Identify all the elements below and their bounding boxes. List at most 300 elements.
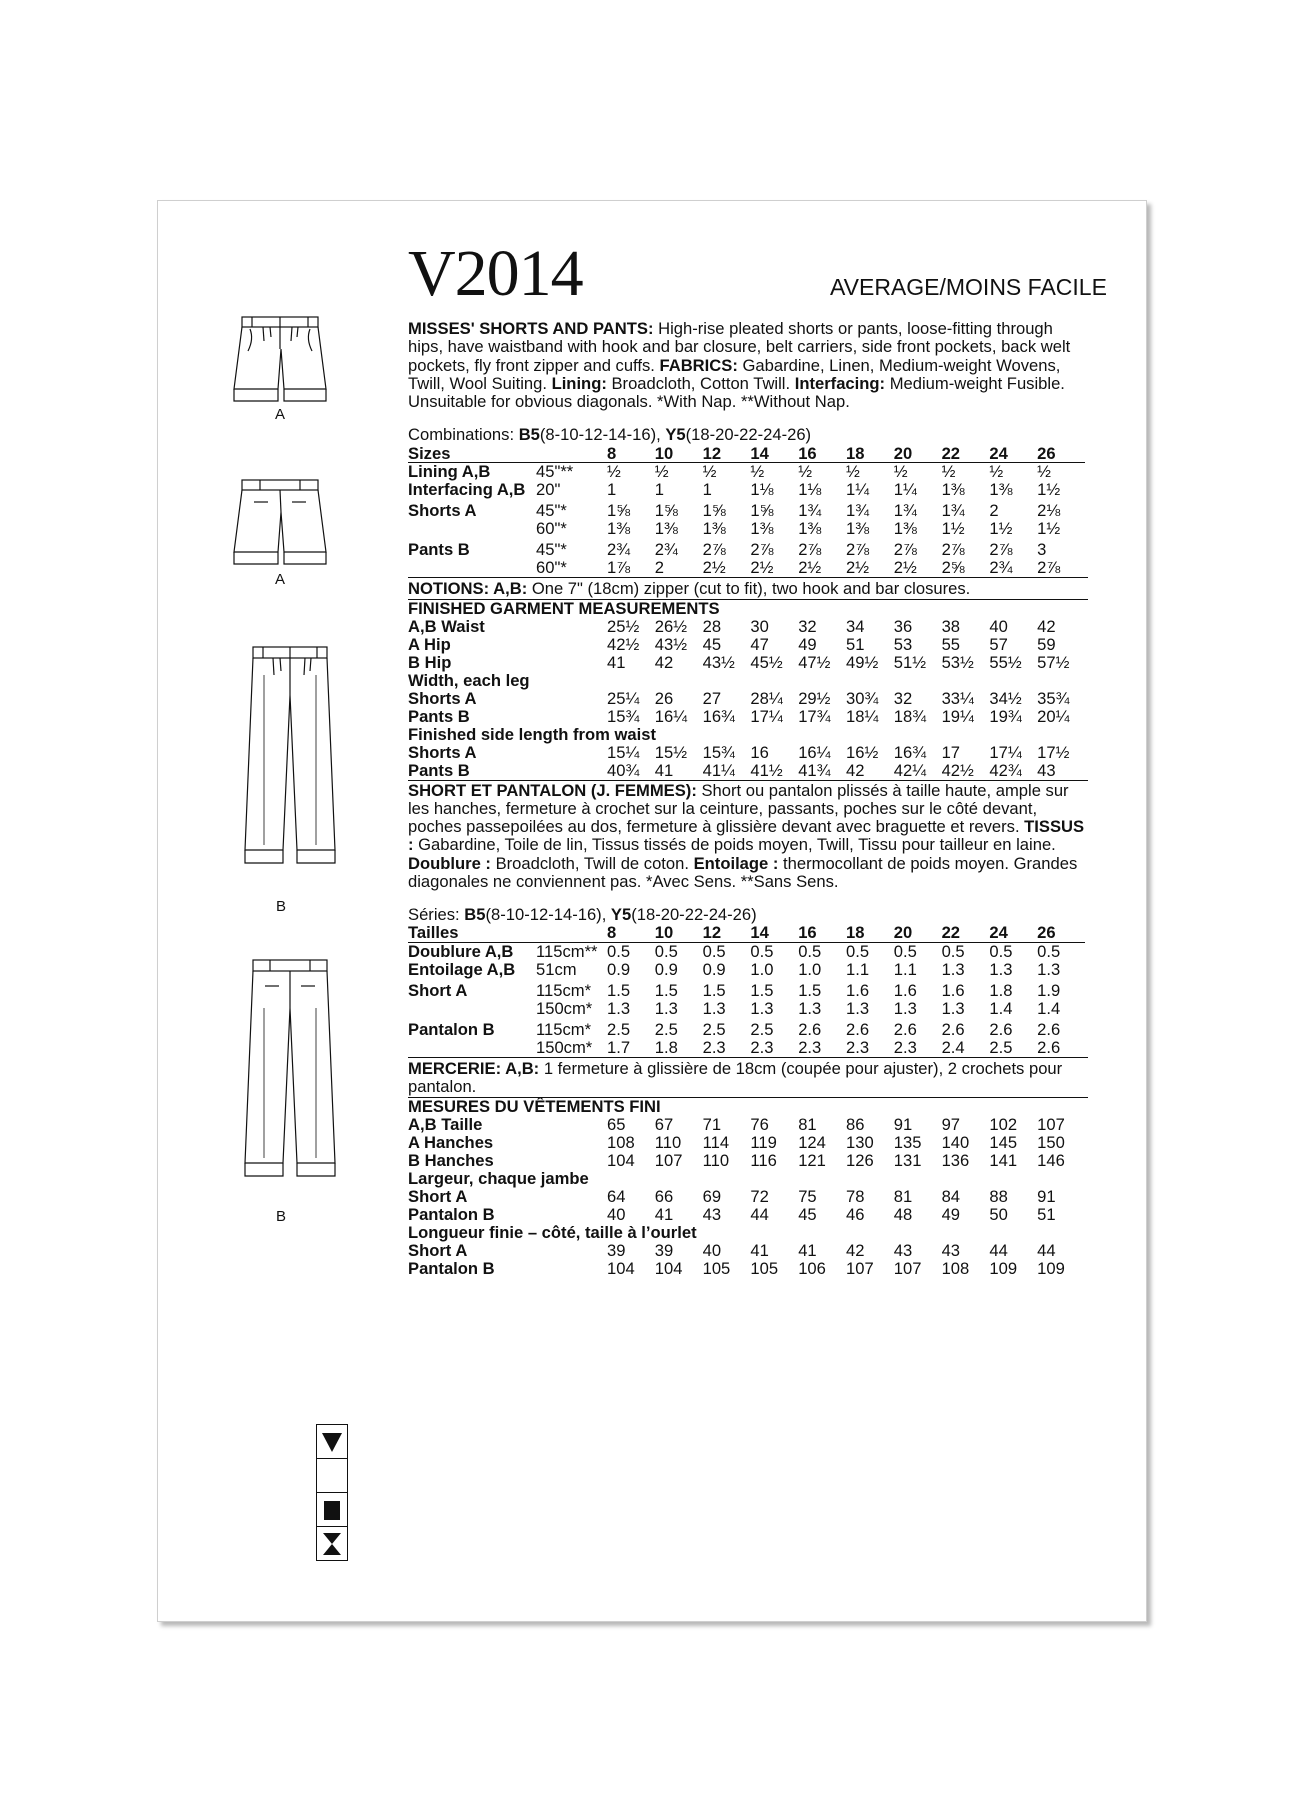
pants-back-sketch [243,958,337,1183]
sketch-label-b-back: B [276,1208,287,1225]
finished-fr-value: 105 [702,1258,731,1278]
yardage-en-value: 1⅜ [941,481,965,500]
finished-fr-value: 65 [607,1115,626,1135]
yardage-fr-row [408,1018,1085,1039]
finished-en-row-label: A,B Waist [408,617,485,637]
finished-fr-value: 110 [654,1133,682,1153]
symbol-legend [316,1424,348,1561]
finished-measurements-title: FINISHED GARMENT MEASUREMENTS [408,599,720,619]
finished-en-value: 35¾ [1037,688,1070,708]
yardage-en-header-cell: 10 [655,445,703,463]
finished-en-value: 17¾ [798,706,831,726]
yardage-en-value: 1⅝ [654,501,678,521]
finished-en-row [408,744,1085,762]
finished-en-value: 16¼ [654,706,688,726]
yardage-en-row [408,463,1085,481]
yardage-en-value: 2⅞ [941,540,965,559]
finished-fr-value: 45 [798,1204,817,1224]
yardage-fr-value: 0.5 [702,942,726,962]
yardage-en-value: 2⅞ [798,540,822,559]
finished-en-value: 34½ [989,688,1022,708]
yardage-en-row-label: Shorts A [408,501,477,521]
description-title: MISSES' SHORTS AND PANTS: [408,319,654,338]
yardage-fr-value: 2.5 [702,1019,726,1039]
description-fr-text: Short ou pantalon plissés à taille haute, ample sur les hanches, fermeture à crochet sur la ceinture, passants, poches sur le côté devant, poches passepoilées au dos, fermeture à glissière devant avec braguette et revers. [408,780,1069,836]
series-y5: Y5 [610,905,632,924]
yardage-en-value: 2⅞ [1037,558,1061,577]
finished-fr-value: 64 [607,1186,626,1206]
yardage-fr-value: 2.4 [941,1038,965,1057]
mercerie-text: 1 fermeture à glissière de 18cm (coupée pour ajuster), 2 crochets pour pantalon. [408,1058,1063,1096]
combination-b5-sizes: (8-10-12-14-16), [539,425,666,445]
finished-en-value: 57½ [1037,653,1070,673]
yardage-en-value: 1 [654,481,665,500]
mercerie-french [408,1057,1088,1099]
yardage-fr-value: 1.0 [750,961,774,979]
finished-en-value: 53 [893,635,913,655]
yardage-en-value: 1¾ [941,501,965,521]
finished-fr-value: 39 [654,1240,674,1260]
yardage-en-value: 1⅜ [798,520,822,539]
finished-en-value: 16¾ [702,706,735,726]
finished-en-value: 55½ [989,653,1022,673]
finished-en-row [408,690,1085,708]
yardage-en-row-label [408,520,536,538]
finished-fr-value: 109 [989,1258,1018,1278]
finished-en-value: 15¼ [607,742,640,762]
yardage-fr-row [408,1039,1085,1057]
finished-fr-value: 135 [893,1133,922,1153]
finished-fr-value: 46 [845,1204,865,1224]
entoilage-label: Entoilage : [693,853,779,873]
yardage-fr-width: 150cm* [536,999,593,1018]
yardage-en-value: 1⅜ [989,481,1013,500]
finished-en-value: 32 [798,617,817,637]
finished-en-value: 47 [750,635,769,655]
yardage-fr-header-cell: 16 [798,924,846,942]
notions-english [408,577,1088,600]
yardage-fr-header-cell: 14 [750,924,798,942]
yardage-en-value: 2 [989,501,999,521]
yardage-en-value: 2½ [702,558,726,577]
combination-b5: B5 [518,425,540,445]
finished-fr-value: 44 [989,1240,1008,1260]
finished-fr-value: 41 [798,1240,817,1260]
finished-en-value: 40¾ [607,760,640,780]
finished-en-value: 19¼ [941,706,974,726]
finished-fr-value: 40 [702,1240,722,1260]
finished-en-row-label: Shorts A [408,742,477,762]
yardage-en-value: ½ [941,462,956,482]
yardage-fr-value: 2.3 [845,1038,870,1057]
yardage-en-value: 2⅞ [702,540,726,559]
finished-fr-value: 41 [654,1204,674,1224]
finished-en-value: 42 [845,760,865,780]
finished-measurements-table-english [408,618,1085,779]
yardage-fr-value: 2.3 [893,1038,917,1057]
yardage-en-value: 1⅜ [702,520,726,539]
yardage-en-value: 2⅞ [845,540,870,559]
finished-en-value: 17¼ [989,742,1022,762]
yardage-en-value: 1⅞ [607,558,631,577]
notions-text: One 7" (18cm) zipper (cut to fit), two hook and bar closures. [527,578,971,598]
yardage-en-width: 60"* [536,558,567,577]
yardage-fr-value: 2.5 [607,1019,631,1039]
finished-en-value: 55 [941,635,961,655]
yardage-en-width: 60"* [536,520,567,539]
yardage-fr-value: 1.4 [989,999,1013,1018]
finished-fr-value: 91 [893,1115,913,1135]
finished-fr-value: 114 [702,1133,730,1153]
yardage-fr-value: 1.5 [654,980,678,1000]
finished-fr-row-label: A Hanches [408,1133,494,1153]
finished-en-value: 40 [989,617,1008,637]
yardage-en-value: 2½ [845,558,870,577]
yardage-fr-value: 1.8 [654,1038,678,1057]
finished-fr-row [408,1260,1085,1278]
yardage-en-width: 45"* [536,540,567,559]
yardage-fr-row-label: Entoilage A,B [408,961,516,979]
finished-en-value: 32 [893,688,913,708]
yardage-en-value: 1½ [1037,520,1061,539]
yardage-fr-header-cell [536,924,607,942]
description-english [408,320,1088,411]
finished-fr-value: 108 [607,1133,635,1153]
finished-fr-row-label: B Hanches [408,1151,494,1171]
yardage-en-width: 20" [536,481,561,500]
yardage-fr-value: 1.3 [702,999,726,1018]
finished-en-value: 41¼ [702,760,735,780]
yardage-fr-value: 2.6 [941,1019,965,1039]
yardage-fr-value: 2.6 [845,1019,870,1039]
finished-fr-value: 104 [607,1258,635,1278]
finished-en-value: 26 [654,688,674,708]
finished-fr-value: 97 [941,1115,961,1135]
finished-en-value: 28¼ [750,688,783,708]
yardage-en-value: 1 [607,481,617,500]
yardage-fr-value: 0.5 [845,942,870,962]
series-y5-sizes: (18-20-22-24-26) [631,905,757,924]
finished-en-value: 15¾ [607,706,640,726]
finished-fr-row [408,1170,1085,1188]
finished-en-value: 27 [702,688,722,708]
yardage-fr-value: 1.9 [1037,980,1061,1000]
finished-en-row-label: Pants B [408,760,470,780]
yardage-fr-value: 1.3 [1037,961,1061,979]
finished-en-subheading: Width, each leg [408,671,530,691]
yardage-en-value: ½ [607,462,621,482]
finished-en-row [408,636,1085,654]
yardage-fr-value: 1.3 [607,999,631,1018]
finished-fr-value: 75 [798,1186,817,1206]
pants-front-sketch [243,645,337,870]
yardage-en-value: 1 [702,481,712,500]
finished-en-row [408,708,1085,726]
finished-fr-row [408,1242,1085,1260]
finished-fr-value: 136 [941,1151,970,1171]
yardage-en-value: 1¾ [845,501,870,521]
finished-en-value: 43½ [702,653,735,673]
finished-en-value: 25½ [607,617,640,637]
finished-en-value: 42 [654,653,674,673]
yardage-fr-header-cell: Tailles [408,924,536,942]
finished-en-value: 45 [702,635,722,655]
finished-en-value: 45½ [750,653,783,673]
yardage-fr-header-cell: 18 [846,924,894,942]
finished-fr-value: 124 [798,1133,826,1153]
finished-en-value: 42½ [607,635,640,655]
yardage-en-value: 2½ [798,558,822,577]
doublure-text: Broadcloth, Twill de coton. [490,853,694,873]
yardage-fr-value: 1.5 [750,980,774,1000]
yardage-en-value: 3 [1037,540,1047,559]
yardage-en-value: 1⅜ [750,520,774,539]
yardage-en-width: 45"* [536,501,567,521]
finished-en-value: 59 [1037,635,1056,655]
yardage-fr-value: 2.5 [654,1019,678,1039]
finished-en-row [408,654,1085,672]
yardage-fr-value: 1.8 [989,980,1013,1000]
finished-fr-value: 48 [893,1204,913,1224]
finished-fr-subheading: Longueur finie – côté, taille à l’ourlet [408,1222,697,1242]
square-icon [316,1493,348,1527]
yardage-en-value: 2½ [750,558,774,577]
yardage-en-row [408,499,1085,520]
pattern-number: V2014 [408,237,583,310]
finished-fr-value: 44 [1037,1240,1056,1260]
yardage-fr-header-cell: 8 [607,924,655,942]
tissus-text: Gabardine, Toile de lin, Tissus tissés de poids moyen, Twill, Tissu pour tailleur en laine. [413,835,1056,855]
finished-fr-row-label: Pantalon B [408,1258,495,1278]
finished-fr-value: 146 [1037,1151,1065,1171]
yardage-fr-value: 1.3 [941,961,965,979]
finished-fr-value: 119 [750,1133,777,1153]
yardage-fr-header-cell: 10 [655,924,703,942]
yardage-en-value: 1⅜ [607,520,631,539]
finished-fr-subheading: Largeur, chaque jambe [408,1169,589,1189]
yardage-en-row-label: Interfacing A,B [408,481,526,500]
yardage-fr-value: 2.3 [702,1038,726,1057]
yardage-fr-width: 150cm* [536,1038,593,1057]
combinations-english [408,426,1088,444]
interfacing-label: Interfacing: [794,373,886,393]
finished-en-value: 47½ [798,653,831,673]
mesures-title: MESURES DU VÊTEMENTS FINI [408,1097,661,1117]
finished-fr-value: 43 [702,1204,722,1224]
yardage-en-row [408,559,1085,577]
finished-fr-value: 107 [654,1151,683,1171]
finished-fr-value: 51 [1037,1204,1056,1224]
yardage-fr-value: 1.3 [941,999,965,1018]
yardage-en-header-cell: 16 [798,445,846,463]
yardage-fr-value: 1.5 [607,980,631,1000]
finished-en-value: 51½ [893,653,927,673]
finished-en-value: 42 [1037,617,1056,637]
finished-en-row-label: Shorts A [408,688,477,708]
finished-en-value: 36 [893,617,913,637]
yardage-fr-value: 0.5 [1037,942,1061,962]
combination-y5-sizes: (18-20-22-24-26) [685,425,812,445]
yardage-en-value: 2⅝ [941,558,965,577]
yardage-fr-value: 0.5 [989,942,1013,962]
finished-en-value: 42¾ [989,760,1022,780]
finished-fr-value: 78 [845,1186,865,1206]
series-prefix: Séries: [408,905,465,924]
yardage-en-value: ½ [893,462,908,482]
finished-en-value: 17½ [1037,742,1070,762]
finished-fr-value: 150 [1037,1133,1065,1153]
yardage-fr-row [408,961,1085,979]
description-text: High-rise pleated shorts or pants, loose-fitting through hips, have waistband with hook and bar closure, belt carriers, side front pockets, back welt pockets, fly front zipper and cuffs. [408,319,1071,375]
finished-fr-row-label: A,B Taille [408,1115,483,1135]
finished-en-value: 16½ [845,742,879,762]
finished-fr-value: 107 [845,1258,874,1278]
yardage-fr-value: 1.5 [702,980,726,1000]
sketch-label-b-front: B [276,898,287,915]
fabrics-label: FABRICS: [659,355,738,375]
yardage-en-value: ½ [702,462,717,482]
yardage-fr-header-cell: 26 [1037,924,1085,942]
yardage-en-value: 2¾ [654,540,678,559]
lining-text: Broadcloth, Cotton Twill. [606,373,795,393]
yardage-fr-value: 1.5 [798,980,822,1000]
yardage-en-row [408,481,1085,499]
finished-fr-value: 76 [750,1115,769,1135]
finished-en-row [408,762,1085,780]
finished-en-row [408,672,1085,690]
yardage-en-value: ½ [845,462,860,482]
finished-fr-value: 50 [989,1204,1008,1224]
finished-en-value: 20¼ [1037,706,1070,726]
yardage-en-header-cell [536,445,607,463]
yardage-en-value: 1⅜ [654,520,678,539]
yardage-fr-value: 1.7 [607,1038,631,1057]
finished-en-value: 29½ [798,688,831,708]
yardage-fr-value: 0.5 [798,942,822,962]
yardage-fr-row [408,979,1085,1000]
yardage-en-value: 1⅝ [702,501,726,521]
yardage-fr-row-label [408,1039,536,1057]
yardage-en-value: 1½ [941,520,965,539]
finished-en-value: 18¾ [893,706,927,726]
finished-en-value: 41 [607,653,626,673]
yardage-fr-value: 0.5 [750,942,774,962]
yardage-en-value: 1⅛ [798,481,822,500]
finished-en-value: 42½ [941,760,974,780]
yardage-en-value: 2¾ [989,558,1013,577]
shorts-front-sketch [230,315,330,405]
yardage-en-value: 1¾ [893,501,917,521]
yardage-fr-row [408,943,1085,961]
finished-en-value: 26½ [654,617,688,637]
finished-en-value: 28 [702,617,722,637]
yardage-table-french [408,924,1085,1056]
shorts-back-sketch [230,478,330,568]
finished-fr-value: 43 [941,1240,961,1260]
finished-fr-value: 88 [989,1186,1008,1206]
interfacing-text: Medium-weight Fusible. Unsuitable for obvious diagonals. *With Nap. **Without Nap. [408,373,1065,411]
finished-fr-value: 121 [798,1151,826,1171]
yardage-en-value: 1⅜ [893,520,917,539]
sketch-label-a-front: A [275,406,286,423]
finished-fr-value: 71 [702,1115,722,1135]
yardage-fr-row-label: Short A [408,980,468,1000]
finished-fr-value: 104 [607,1151,635,1171]
yardage-fr-value: 1.1 [893,961,917,979]
yardage-fr-width: 115cm* [536,1019,592,1039]
notions-label: NOTIONS: A,B: [408,578,528,598]
finished-en-value: 41½ [750,760,783,780]
finished-fr-row [408,1134,1085,1152]
combinations-prefix: Combinations: [408,425,519,445]
finished-en-value: 34 [845,617,865,637]
yardage-fr-value: 0.5 [654,942,678,962]
empty-box-icon [316,1459,348,1493]
finished-en-value: 16¼ [798,742,831,762]
yardage-en-value: 2½ [893,558,917,577]
finished-en-value: 33¼ [941,688,974,708]
yardage-en-header-cell: 18 [846,445,894,463]
yardage-en-value: 1¾ [798,501,822,521]
yardage-fr-value: 0.5 [607,942,631,962]
yardage-en-header-cell: 20 [894,445,942,463]
finished-fr-row [408,1224,1085,1242]
yardage-fr-value: 2.6 [798,1019,822,1039]
finished-fr-value: 66 [654,1186,674,1206]
finished-en-value: 42¼ [893,760,927,780]
yardage-fr-value: 2.6 [1037,1019,1061,1039]
triangle-icon [316,1424,348,1459]
yardage-fr-value: 1.3 [893,999,917,1018]
finished-en-value: 30¾ [845,688,879,708]
finished-en-value: 53½ [941,653,974,673]
doublure-label: Doublure : [408,853,491,873]
yardage-fr-value: 1.1 [845,961,870,979]
finished-fr-value: 42 [845,1240,865,1260]
finished-fr-value: 44 [750,1204,769,1224]
finished-fr-value: 140 [941,1133,970,1153]
finished-fr-value: 141 [989,1151,1018,1171]
yardage-fr-header-cell: 22 [942,924,990,942]
finished-en-value: 41 [654,760,674,780]
yardage-fr-value: 1.3 [750,999,774,1018]
yardage-en-header-cell: 8 [607,445,655,463]
yardage-fr-value: 1.3 [654,999,678,1018]
finished-fr-value: 67 [654,1115,674,1135]
yardage-en-header-cell: 22 [942,445,990,463]
yardage-en-value: 2⅞ [893,540,917,559]
yardage-en-header-cell: Sizes [408,445,536,463]
finished-en-value: 15¾ [702,742,735,762]
yardage-en-header-row [408,445,1085,463]
finished-fr-value: 91 [1037,1186,1056,1206]
finished-en-row-label: Pants B [408,706,470,726]
finished-fr-row [408,1206,1085,1224]
finished-fr-value: 109 [1037,1258,1065,1278]
finished-fr-value: 131 [893,1151,922,1171]
finished-en-value: 49½ [845,653,879,673]
combination-y5: Y5 [665,425,686,445]
finished-fr-row-label: Short A [408,1186,468,1206]
finished-en-value: 19¾ [989,706,1022,726]
yardage-fr-row [408,1000,1085,1018]
finished-fr-row-label: Pantalon B [408,1204,495,1224]
yardage-en-value: 1⅝ [607,501,631,521]
finished-fr-row [408,1188,1085,1206]
finished-fr-value: 69 [702,1186,722,1206]
mercerie-label: MERCERIE: A,B: [408,1058,540,1078]
hourglass-icon [316,1527,348,1561]
